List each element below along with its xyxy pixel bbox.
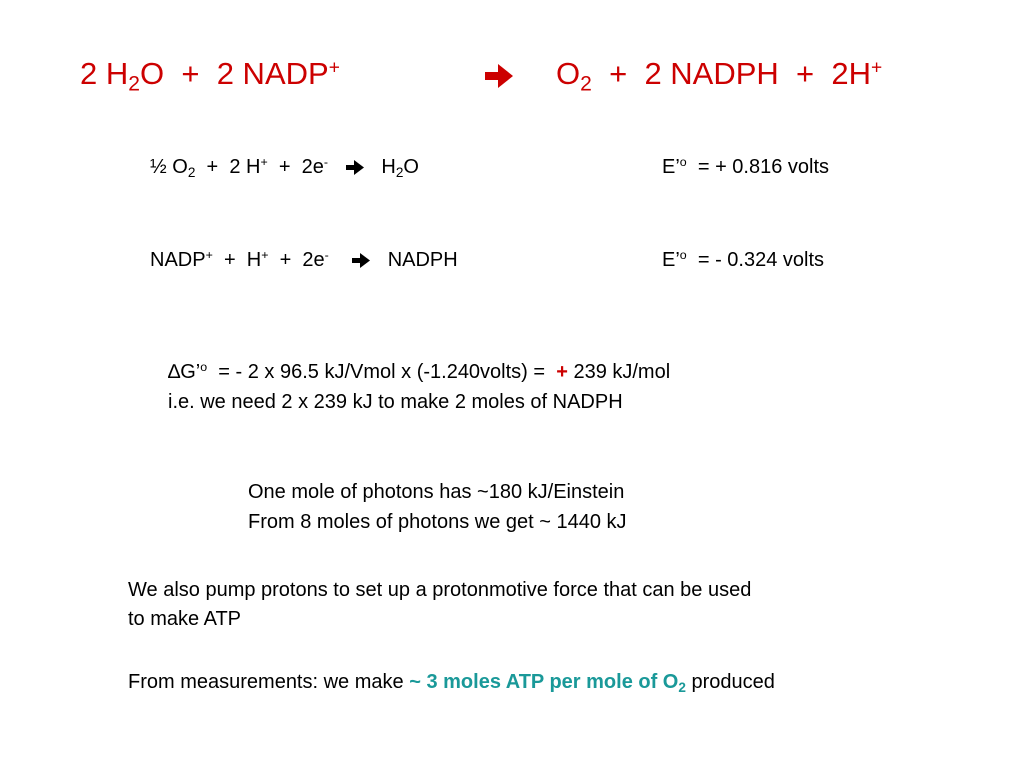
- nadp-charge: +: [205, 248, 213, 263]
- free-energy-result: 239 kJ/mol: [573, 361, 671, 383]
- potential-nadp: [662, 245, 824, 275]
- o2-subscript: 2: [580, 72, 592, 96]
- potential-label: E’: [662, 249, 680, 271]
- proton-charge: +: [261, 248, 269, 263]
- potential-value: = + 0.816 volts: [697, 156, 830, 178]
- photon-total-line: From 8 moles of photons we get ~ 1440 kJ: [248, 511, 627, 533]
- g-label: G’: [180, 361, 201, 383]
- photon-energy-line: One mole of photons has ~180 kJ/Einstein: [248, 481, 625, 503]
- potential-value: = - 0.324 volts: [697, 249, 825, 271]
- electron-charge: -: [323, 155, 329, 170]
- plus-sign: +: [278, 156, 291, 178]
- overall-reaction-right: [556, 52, 882, 96]
- plus-sign: +: [796, 56, 815, 91]
- atp-yield: 3 moles ATP per mole of O: [426, 671, 679, 693]
- atp-line-2: to make ATP: [128, 608, 242, 630]
- plus-sign: +: [206, 156, 219, 178]
- free-energy-equation: [168, 358, 670, 386]
- potential-degree: o: [679, 248, 687, 263]
- plus-sign: +: [181, 56, 200, 91]
- nadph-term: 2 NADPH: [644, 56, 779, 91]
- product-O: O: [403, 156, 419, 178]
- plus-sign: +: [279, 249, 292, 271]
- g-degree: o: [200, 360, 208, 375]
- proton-term: H: [246, 249, 262, 271]
- overall-reaction-left: [80, 52, 340, 96]
- water-O: O: [140, 56, 165, 91]
- water-H: H: [105, 56, 129, 91]
- free-energy-expression: = - 2 x 96.5 kJ/Vmol x (-1.240volts) =: [218, 361, 546, 383]
- o2-subscript: 2: [187, 165, 196, 181]
- free-energy-explanation: i.e. we need 2 x 239 kJ to make 2 moles of NADPH: [168, 391, 623, 413]
- proton-term: 2 H: [229, 156, 261, 178]
- half-reaction-oxygen: [150, 152, 419, 182]
- potential-oxygen: [662, 152, 829, 182]
- o2-O: O: [172, 156, 188, 178]
- atp-measurement-line: [128, 668, 775, 696]
- o2-O: O: [556, 56, 581, 91]
- arrow-icon: [351, 249, 371, 271]
- plus-sign: +: [223, 249, 236, 271]
- nadp-charge: +: [328, 57, 340, 79]
- half-reaction-nadp: [150, 245, 458, 275]
- atp-suffix: produced: [691, 671, 775, 693]
- product-H: H: [381, 156, 396, 178]
- potential-degree: o: [679, 155, 687, 170]
- water-coefficient: 2: [80, 56, 98, 91]
- atp-line-1: We also pump protons to set up a protonmotive force that can be used: [128, 579, 752, 601]
- electron-term: 2e: [302, 249, 325, 271]
- atp-o2-subscript: 2: [678, 680, 686, 696]
- delta-symbol: ∆: [168, 361, 181, 383]
- product-nadph: NADPH: [387, 249, 458, 271]
- product-subscript: 2: [395, 165, 404, 181]
- potential-label: E’: [662, 156, 680, 178]
- proton-term: 2H: [831, 56, 872, 91]
- positive-sign: +: [556, 361, 568, 383]
- nadp-term: NADP: [150, 249, 206, 271]
- half-fraction: ½: [150, 156, 167, 178]
- electron-term: 2e: [301, 156, 324, 178]
- plus-sign: +: [609, 56, 628, 91]
- nadp-term: 2 NADP: [216, 56, 329, 91]
- arrow-icon: [345, 156, 365, 178]
- proton-charge: +: [871, 57, 883, 79]
- electron-charge: -: [324, 248, 329, 263]
- reaction-arrow-icon: [484, 52, 514, 96]
- atp-prefix: From measurements: we make: [128, 671, 404, 693]
- proton-charge: +: [260, 155, 268, 170]
- water-subscript: 2: [128, 72, 140, 96]
- approx-symbol: ~: [409, 671, 421, 693]
